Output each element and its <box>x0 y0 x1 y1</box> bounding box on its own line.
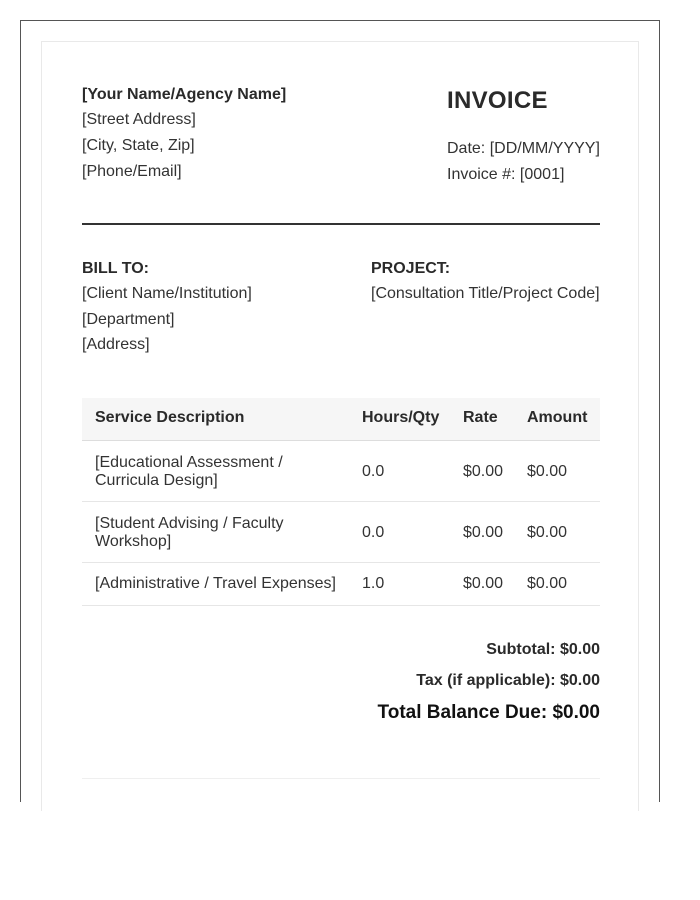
services-table <box>82 398 600 606</box>
row-hours: 1.0 <box>362 575 385 592</box>
row-description: [Student Advising / Faculty Workshop] <box>95 515 284 550</box>
row-amount: $0.00 <box>527 463 568 480</box>
project-value: [Consultation Title/Project Code] <box>371 285 600 302</box>
header-hours-qty: Hours/Qty <box>362 409 440 426</box>
subtotal: Subtotal: $0.00 <box>486 641 600 658</box>
row-description: [Administrative / Travel Expenses] <box>95 575 336 592</box>
row-amount: $0.00 <box>527 524 568 541</box>
sender-name: [Your Name/Agency Name] <box>82 86 287 103</box>
row-hours: 0.0 <box>362 463 385 480</box>
table-row <box>82 563 600 606</box>
header-amount: Amount <box>527 409 588 426</box>
bill-to-address: [Address] <box>82 336 150 353</box>
header-service-description: Service Description <box>95 409 245 426</box>
row-hours: 0.0 <box>362 524 385 541</box>
bill-to-label: BILL TO: <box>82 260 149 277</box>
row-amount: $0.00 <box>527 575 568 592</box>
bill-to-department: [Department] <box>82 311 175 328</box>
invoice-number: Invoice #: [0001] <box>447 166 565 183</box>
invoice-date: Date: [DD/MM/YYYY] <box>447 140 600 157</box>
sender-city: [City, State, Zip] <box>82 137 195 154</box>
total-balance-due: Total Balance Due: $0.00 <box>377 702 600 723</box>
header-rate: Rate <box>463 409 498 426</box>
footer-divider <box>82 778 600 779</box>
table-row <box>82 502 600 563</box>
row-description: [Educational Assessment / Curricula Design] <box>95 454 283 489</box>
table-row <box>82 441 600 502</box>
sender-street: [Street Address] <box>82 111 196 128</box>
header-divider <box>82 223 600 225</box>
invoice-title: INVOICE <box>447 87 548 114</box>
row-rate: $0.00 <box>463 524 504 541</box>
tax-line: Tax (if applicable): $0.00 <box>416 672 600 689</box>
bill-to-client: [Client Name/Institution] <box>82 285 252 302</box>
sender-contact: [Phone/Email] <box>82 163 182 180</box>
row-rate: $0.00 <box>463 463 504 480</box>
project-label: PROJECT: <box>371 260 451 277</box>
row-rate: $0.00 <box>463 575 504 592</box>
table-header-row <box>82 398 600 441</box>
